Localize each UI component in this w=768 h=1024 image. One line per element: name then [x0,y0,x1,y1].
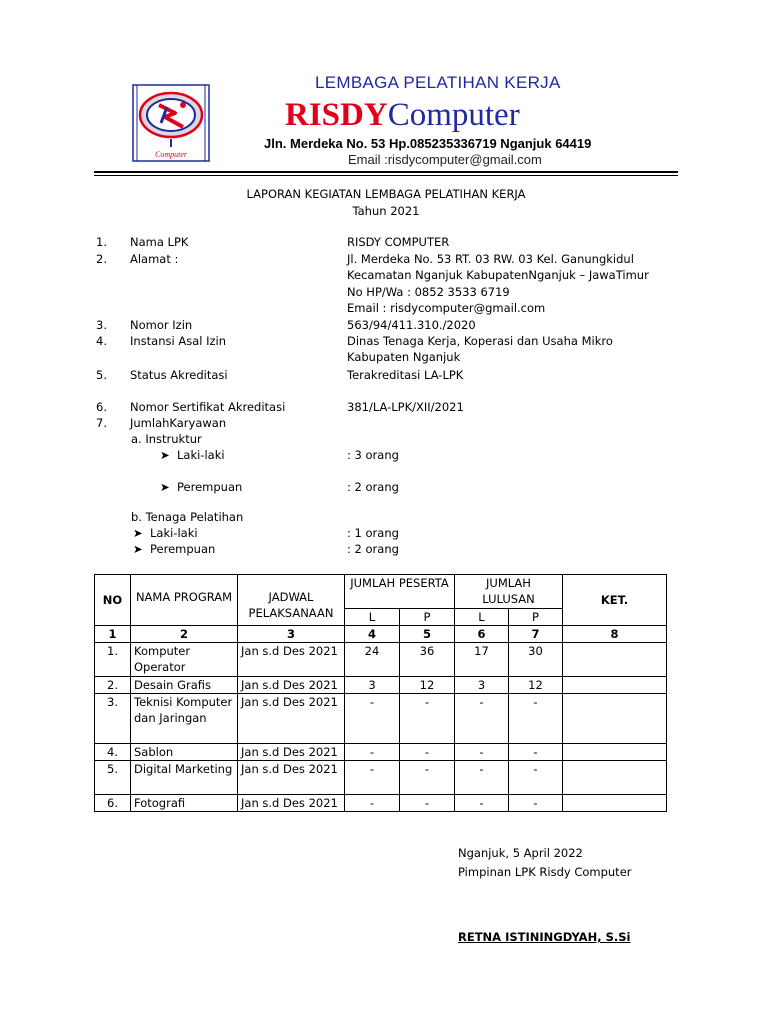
header-jumlah-lulusan: JUMLAH LULUSAN [455,575,563,609]
item-value: : 1 orang [347,526,399,540]
row-jadwal: Jan s.d Des 2021 [238,677,345,694]
header-no: NO [95,575,131,626]
item-label: Nama LPK [130,235,189,249]
row-jadwal: Jan s.d Des 2021 [238,694,345,744]
program-table [94,574,667,812]
letterhead-address: Jln. Merdeka No. 53 Hp.085235336719 Nganjuk 64419 [264,136,592,151]
header-ket: KET. [563,575,667,626]
table-index-row [95,626,667,643]
signature-name: RETNA ISTININGDYAH, S.Si [458,930,631,944]
item-value: Email : risdycomputer@gmail.com [347,301,546,315]
table-row [95,694,667,744]
letterhead-brand [285,95,520,135]
row-peserta-p: 36 [400,643,455,677]
row-ket [563,643,667,677]
row-peserta-l: - [345,795,400,812]
arrow-bullet-icon: ➤ [133,526,143,540]
item-label: Alamat : [130,252,179,266]
row-peserta-p: - [400,744,455,761]
index-cell: 3 [238,626,345,643]
item-value: 563/94/411.310./2020 [347,318,476,332]
row-peserta-l: - [345,694,400,744]
row-ket [563,677,667,694]
row-peserta-p: 12 [400,677,455,694]
item-value: : 3 orang [347,448,399,462]
row-program: Fotografi [131,795,238,812]
item-number: 7. [96,416,107,430]
row-no: 4. [95,744,131,761]
row-program: Sablon [131,744,238,761]
logo-text: Computer [155,150,187,159]
sub-heading-instruktur: a. Instruktur [131,432,202,446]
row-peserta-l: 3 [345,677,400,694]
header-peserta-p: P [400,609,455,626]
row-ket [563,744,667,761]
row-jadwal: Jan s.d Des 2021 [238,795,345,812]
row-lulusan-p: 12 [509,677,563,694]
table-row [95,744,667,761]
item-number: 5. [96,368,107,382]
row-no: 5. [95,761,131,795]
index-cell: 7 [509,626,563,643]
brand-red: RISDY [285,97,388,133]
row-no: 3. [95,694,131,744]
row-lulusan-l: - [455,744,509,761]
index-cell: 6 [455,626,509,643]
row-peserta-l: 24 [345,643,400,677]
row-no: 1. [95,643,131,677]
item-value: Dinas Tenaga Kerja, Koperasi dan Usaha Mikro [347,334,613,348]
header-peserta-l: L [345,609,400,626]
item-number: 2. [96,252,107,266]
row-peserta-p: - [400,761,455,795]
item-value: Jl. Merdeka No. 53 RT. 03 RW. 03 Kel. Ganungkidul [347,252,634,266]
row-program: Teknisi Komputer dan Jaringan [131,694,238,744]
header-nama-program: NAMA PROGRAM [131,575,238,626]
row-program: Digital Marketing [131,761,238,795]
row-peserta-l: - [345,744,400,761]
item-number: 4. [96,334,107,348]
item-label: Instansi Asal Izin [130,334,227,348]
arrow-bullet-icon: ➤ [160,480,170,494]
row-program: Desain Grafis [131,677,238,694]
letterhead-title: LEMBAGA PELATIHAN KERJA [315,73,561,92]
table-row [95,761,667,795]
header-jadwal: JADWAL PELAKSANAAN [238,575,345,626]
item-value: Kecamatan Nganjuk KabupatenNganjuk – JawaTimur [347,268,649,282]
item-value: Terakreditasi LA-LPK [347,368,464,382]
item-label: JumlahKaryawan [130,416,227,430]
row-peserta-p: - [400,795,455,812]
item-value: Kabupaten Nganjuk [347,350,461,364]
row-lulusan-l: 3 [455,677,509,694]
item-label: Laki-laki [150,526,198,540]
row-lulusan-l: 17 [455,643,509,677]
row-jadwal: Jan s.d Des 2021 [238,744,345,761]
company-logo [131,83,211,163]
row-no: 6. [95,795,131,812]
row-lulusan-l: - [455,761,509,795]
table-row [95,643,667,677]
brand-blue: Computer [387,97,520,133]
arrow-bullet-icon: ➤ [160,448,170,462]
row-no: 2. [95,677,131,694]
row-lulusan-p: - [509,694,563,744]
row-ket [563,795,667,812]
item-label: Perempuan [150,542,216,556]
row-jadwal: Jan s.d Des 2021 [238,643,345,677]
letterhead-email: Email :risdycomputer@gmail.com [348,152,542,167]
table-header-row [95,575,667,609]
table-row [95,795,667,812]
sub-heading-tenaga: b. Tenaga Pelatihan [131,510,244,524]
item-label: Nomor Sertifikat Akreditasi [130,400,286,414]
item-label: Nomor Izin [130,318,193,332]
row-ket [563,761,667,795]
item-number: 3. [96,318,107,332]
header-lulusan-l: L [455,609,509,626]
letterhead-rule [94,171,678,173]
index-cell: 5 [400,626,455,643]
row-program: Komputer Operator [131,643,238,677]
signature-place-date: Nganjuk, 5 April 2022 [458,846,583,860]
item-label: Laki-laki [177,448,225,462]
row-lulusan-l: - [455,694,509,744]
report-year: Tahun 2021 [352,204,420,218]
item-number: 6. [96,400,107,414]
item-value: : 2 orang [347,542,399,556]
row-peserta-p: - [400,694,455,744]
index-cell: 4 [345,626,400,643]
item-number: 1. [96,235,107,249]
item-value: : 2 orang [347,480,399,494]
index-cell: 1 [95,626,131,643]
index-cell: 8 [563,626,667,643]
row-jadwal: Jan s.d Des 2021 [238,761,345,795]
item-value: RISDY COMPUTER [347,235,450,249]
row-peserta-l: - [345,761,400,795]
header-jumlah-peserta: JUMLAH PESERTA [345,575,455,609]
signature-position: Pimpinan LPK Risdy Computer [458,865,632,879]
item-value: No HP/Wa : 0852 3533 6719 [347,285,510,299]
table-row [95,677,667,694]
report-title: LAPORAN KEGIATAN LEMBAGA PELATIHAN KERJA [246,187,526,201]
row-lulusan-p: - [509,795,563,812]
item-label: Perempuan [177,480,243,494]
letterhead-rule-thin [94,175,678,176]
index-cell: 2 [131,626,238,643]
row-lulusan-p: - [509,761,563,795]
row-lulusan-p: - [509,744,563,761]
row-lulusan-p: 30 [509,643,563,677]
item-value: 381/LA-LPK/XII/2021 [347,400,464,414]
row-lulusan-l: - [455,795,509,812]
item-label: Status Akreditasi [130,368,228,382]
row-ket [563,694,667,744]
arrow-bullet-icon: ➤ [133,542,143,556]
header-lulusan-p: P [509,609,563,626]
